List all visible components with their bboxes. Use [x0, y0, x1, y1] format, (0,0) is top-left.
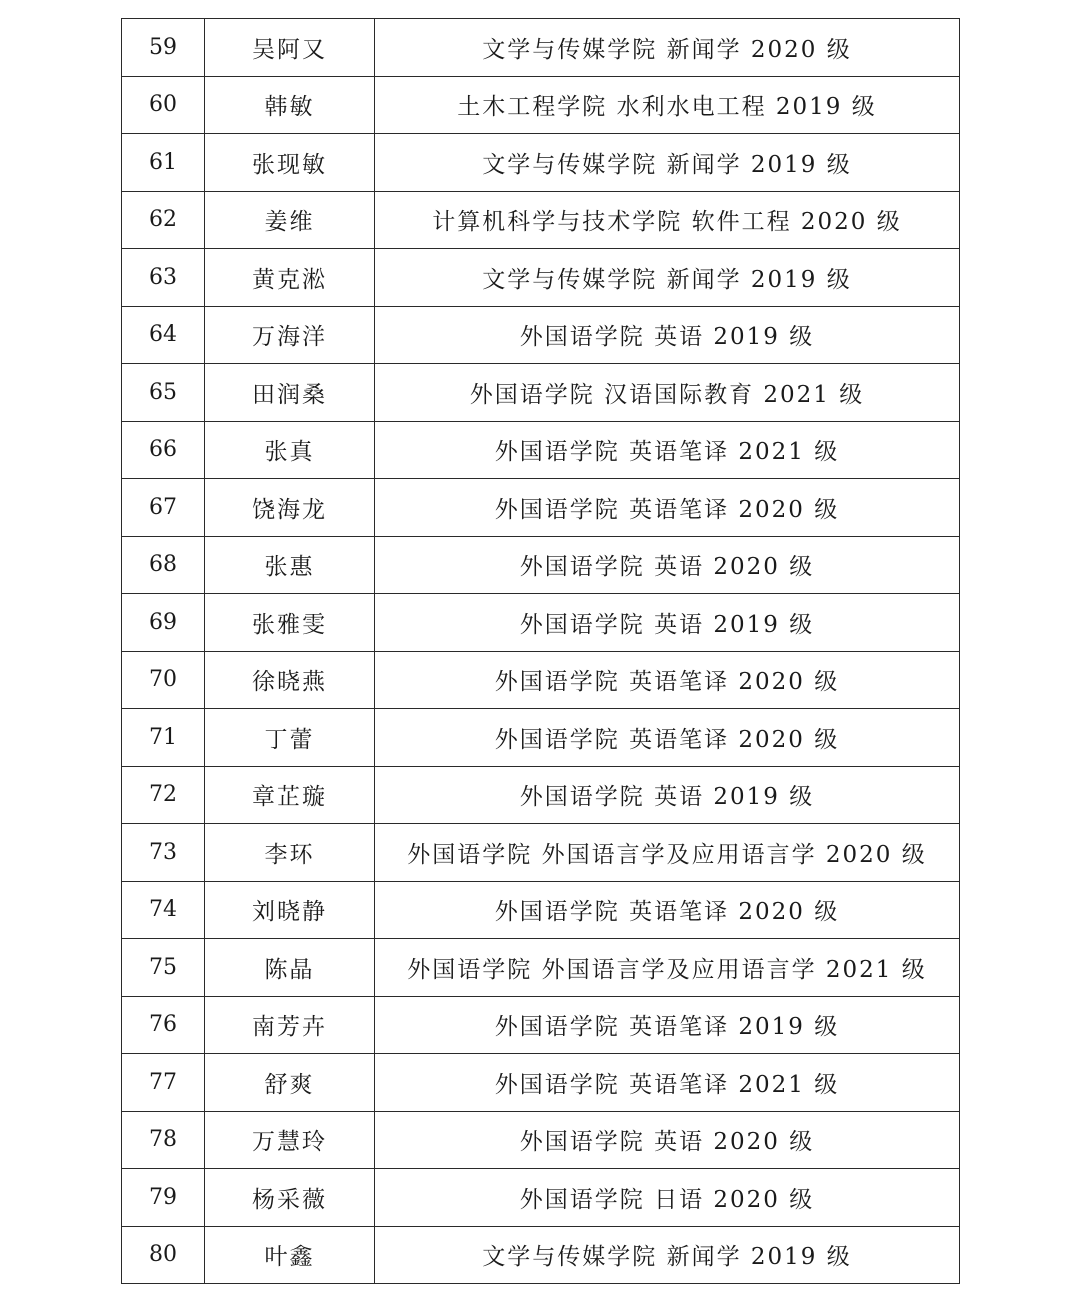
college-major-grade-cell: 外国语学院 英语 2020 级 — [375, 536, 960, 594]
table-row — [122, 364, 960, 422]
student-name-cell: 张真 — [205, 421, 375, 479]
table-row — [122, 996, 960, 1054]
table-row — [122, 1226, 960, 1284]
student-name-cell: 南芳卉 — [205, 996, 375, 1054]
student-name-cell: 杨采薇 — [205, 1169, 375, 1227]
student-name-cell: 叶鑫 — [205, 1226, 375, 1284]
table-body — [122, 19, 960, 1284]
row-number-cell: 75 — [122, 939, 205, 997]
college-major-grade-cell: 计算机科学与技术学院 软件工程 2020 级 — [375, 191, 960, 249]
table-row — [122, 191, 960, 249]
college-major-grade-cell: 外国语学院 英语笔译 2019 级 — [375, 996, 960, 1054]
table-row — [122, 881, 960, 939]
college-major-grade-cell: 外国语学院 日语 2020 级 — [375, 1169, 960, 1227]
student-name-cell: 田润桑 — [205, 364, 375, 422]
row-number-cell: 71 — [122, 709, 205, 767]
college-major-grade-cell: 外国语学院 外国语言学及应用语言学 2020 级 — [375, 824, 960, 882]
college-major-grade-cell: 文学与传媒学院 新闻学 2020 级 — [375, 19, 960, 77]
college-major-grade-cell: 外国语学院 英语笔译 2020 级 — [375, 709, 960, 767]
row-number-cell: 73 — [122, 824, 205, 882]
row-number-cell: 79 — [122, 1169, 205, 1227]
college-major-grade-cell: 外国语学院 英语 2019 级 — [375, 766, 960, 824]
student-list-table-container — [121, 18, 959, 1284]
student-name-cell: 刘晓静 — [205, 881, 375, 939]
row-number-cell: 68 — [122, 536, 205, 594]
college-major-grade-cell: 文学与传媒学院 新闻学 2019 级 — [375, 134, 960, 192]
student-list-table — [121, 18, 960, 1284]
college-major-grade-cell: 外国语学院 外国语言学及应用语言学 2021 级 — [375, 939, 960, 997]
row-number-cell: 61 — [122, 134, 205, 192]
table-row — [122, 939, 960, 997]
table-row — [122, 709, 960, 767]
student-name-cell: 韩敏 — [205, 76, 375, 134]
student-name-cell: 吴阿又 — [205, 19, 375, 77]
row-number-cell: 72 — [122, 766, 205, 824]
row-number-cell: 64 — [122, 306, 205, 364]
college-major-grade-cell: 外国语学院 英语 2019 级 — [375, 306, 960, 364]
row-number-cell: 60 — [122, 76, 205, 134]
row-number-cell: 66 — [122, 421, 205, 479]
table-row — [122, 1169, 960, 1227]
row-number-cell: 67 — [122, 479, 205, 537]
college-major-grade-cell: 外国语学院 英语笔译 2020 级 — [375, 479, 960, 537]
table-row — [122, 1111, 960, 1169]
table-row — [122, 19, 960, 77]
student-name-cell: 徐晓燕 — [205, 651, 375, 709]
college-major-grade-cell: 外国语学院 英语 2020 级 — [375, 1111, 960, 1169]
row-number-cell: 62 — [122, 191, 205, 249]
table-row — [122, 1054, 960, 1112]
student-name-cell: 姜维 — [205, 191, 375, 249]
student-name-cell: 陈晶 — [205, 939, 375, 997]
college-major-grade-cell: 外国语学院 英语笔译 2020 级 — [375, 651, 960, 709]
table-row — [122, 824, 960, 882]
student-name-cell: 万慧玲 — [205, 1111, 375, 1169]
row-number-cell: 63 — [122, 249, 205, 307]
row-number-cell: 74 — [122, 881, 205, 939]
table-row — [122, 594, 960, 652]
row-number-cell: 76 — [122, 996, 205, 1054]
row-number-cell: 70 — [122, 651, 205, 709]
row-number-cell: 77 — [122, 1054, 205, 1112]
student-name-cell: 张惠 — [205, 536, 375, 594]
college-major-grade-cell: 外国语学院 汉语国际教育 2021 级 — [375, 364, 960, 422]
table-row — [122, 766, 960, 824]
student-name-cell: 张雅雯 — [205, 594, 375, 652]
row-number-cell: 80 — [122, 1226, 205, 1284]
student-name-cell: 章芷璇 — [205, 766, 375, 824]
student-name-cell: 饶海龙 — [205, 479, 375, 537]
row-number-cell: 65 — [122, 364, 205, 422]
table-row — [122, 479, 960, 537]
college-major-grade-cell: 外国语学院 英语笔译 2021 级 — [375, 421, 960, 479]
student-name-cell: 舒爽 — [205, 1054, 375, 1112]
college-major-grade-cell: 文学与传媒学院 新闻学 2019 级 — [375, 249, 960, 307]
student-name-cell: 张现敏 — [205, 134, 375, 192]
college-major-grade-cell: 外国语学院 英语 2019 级 — [375, 594, 960, 652]
row-number-cell: 59 — [122, 19, 205, 77]
table-row — [122, 536, 960, 594]
college-major-grade-cell: 土木工程学院 水利水电工程 2019 级 — [375, 76, 960, 134]
table-row — [122, 651, 960, 709]
student-name-cell: 万海洋 — [205, 306, 375, 364]
row-number-cell: 69 — [122, 594, 205, 652]
student-name-cell: 黄克淞 — [205, 249, 375, 307]
college-major-grade-cell: 外国语学院 英语笔译 2020 级 — [375, 881, 960, 939]
college-major-grade-cell: 外国语学院 英语笔译 2021 级 — [375, 1054, 960, 1112]
table-row — [122, 249, 960, 307]
student-name-cell: 李环 — [205, 824, 375, 882]
student-name-cell: 丁蕾 — [205, 709, 375, 767]
table-row — [122, 134, 960, 192]
table-row — [122, 421, 960, 479]
row-number-cell: 78 — [122, 1111, 205, 1169]
table-row — [122, 306, 960, 364]
table-row — [122, 76, 960, 134]
college-major-grade-cell: 文学与传媒学院 新闻学 2019 级 — [375, 1226, 960, 1284]
